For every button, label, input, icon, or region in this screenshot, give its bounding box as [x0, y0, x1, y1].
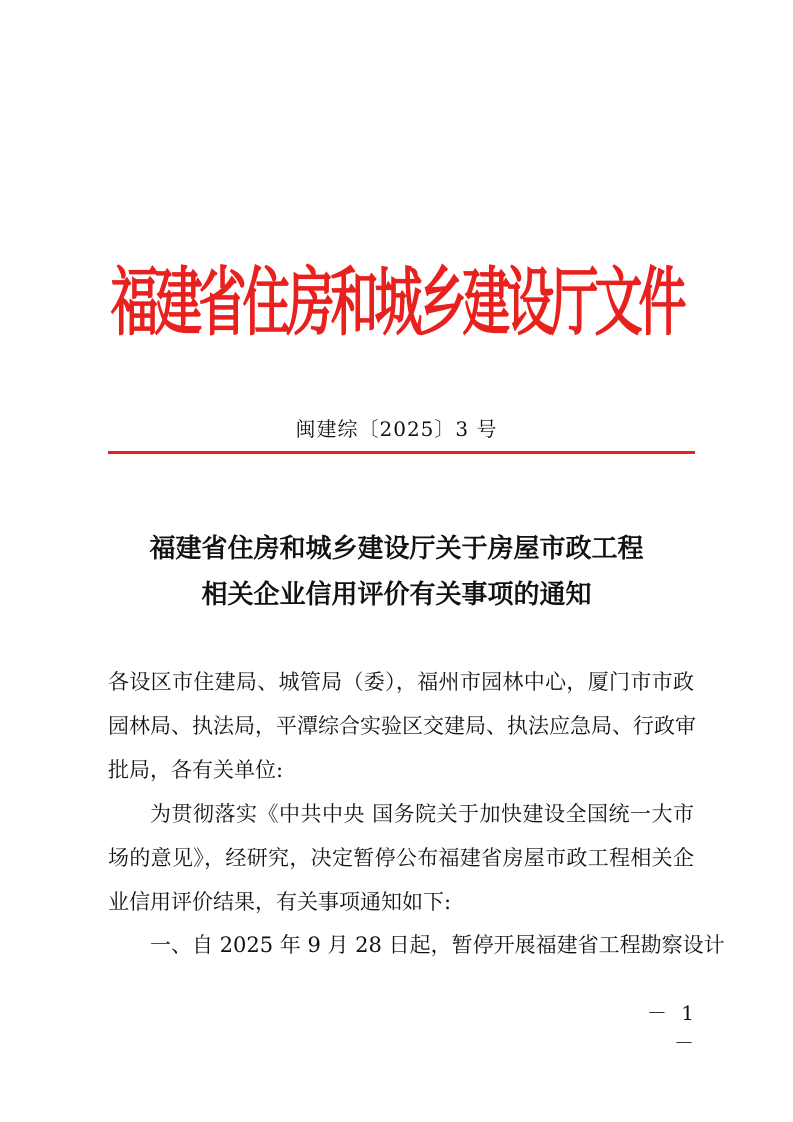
- paragraph-1-line-1: 为贯彻落实《中共中央 国务院关于加快建设全国统一大市: [150, 802, 694, 826]
- paragraph-1-line-3: 业信用评价结果，有关事项通知如下:: [108, 890, 452, 914]
- document-title-line-2: 相关企业信用评价有关事项的通知: [201, 580, 592, 610]
- paragraph-1-line-2: 场的意见》，经研究，决定暂停公布福建省房屋市政工程相关企: [108, 846, 694, 870]
- red-divider-line: [108, 451, 695, 454]
- document-number: 闽建综〔2025〕3 号: [295, 417, 498, 441]
- document-title-line-1: 福建省住房和城乡建设厅关于房屋市政工程: [149, 534, 644, 564]
- page-number: － 1 －: [646, 1001, 698, 1055]
- addressee-line-1: 各设区市住建局、城管局（委），福州市园林中心，厦门市市政: [108, 670, 694, 694]
- paragraph-2-line-1: 一、自 2025 年 9 月 28 日起，暂停开展福建省工程勘察设计: [150, 933, 725, 957]
- addressee-line-3: 批局，各有关单位:: [108, 758, 284, 782]
- addressee-line-2: 园林局、执法局，平潭综合实验区交建局、执法应急局、行政审: [108, 714, 696, 738]
- document-masthead: 福建省住房和城乡建设厅文件: [110, 259, 683, 347]
